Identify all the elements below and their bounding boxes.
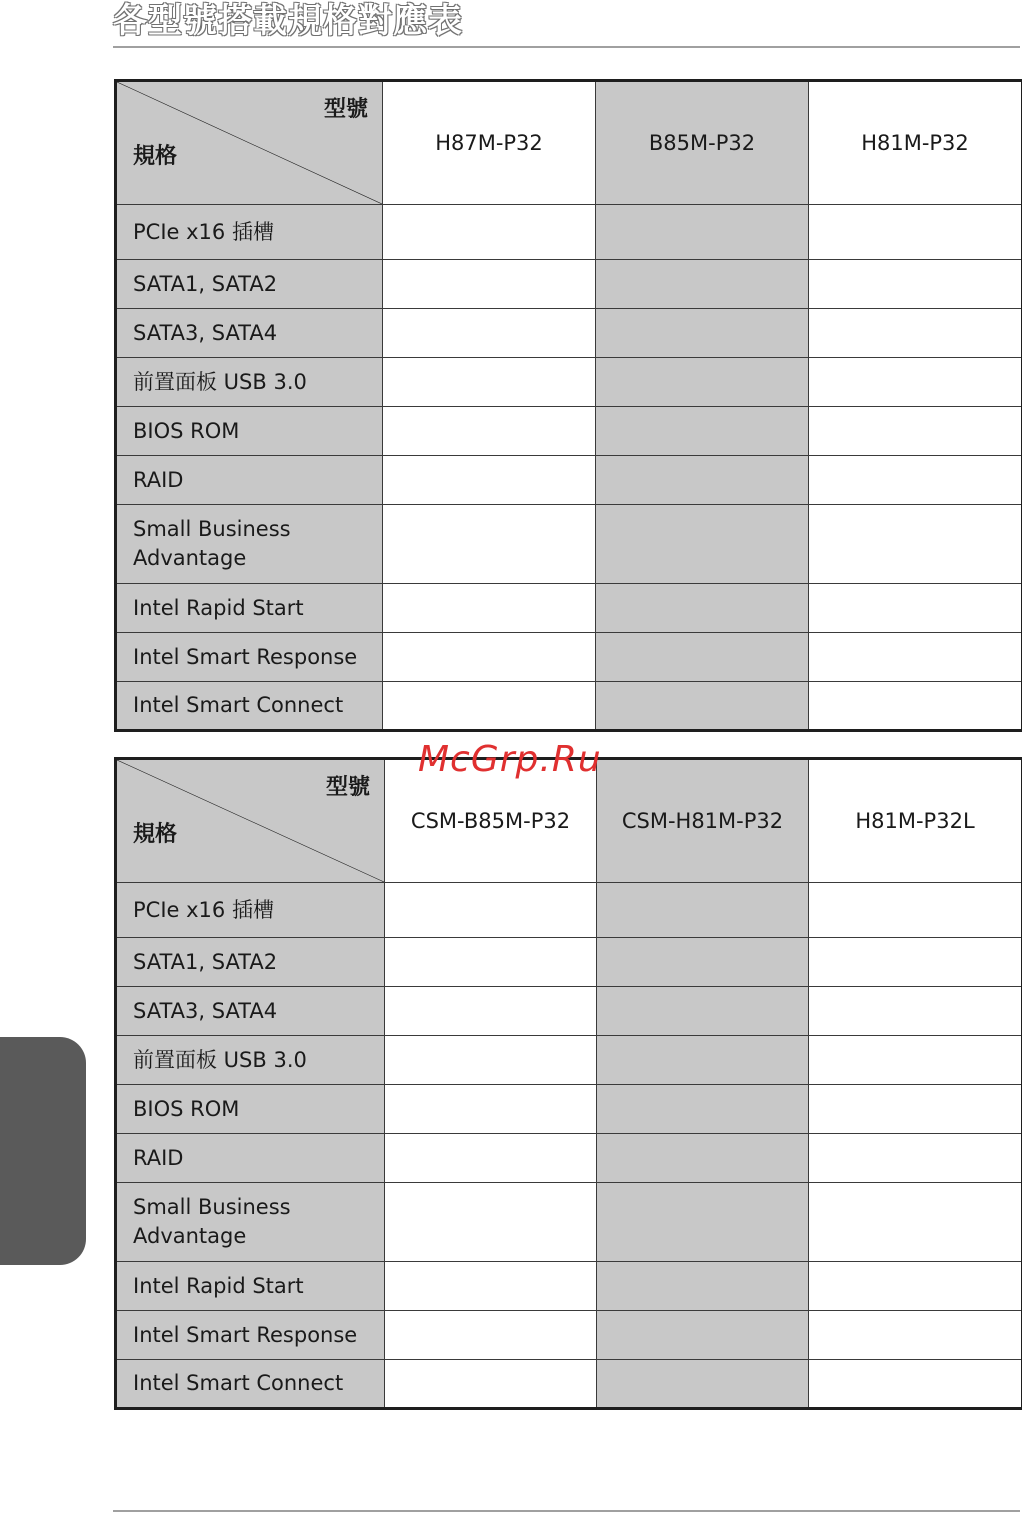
row-label: Intel Rapid Start bbox=[116, 1262, 385, 1311]
cell bbox=[385, 1183, 597, 1262]
cell bbox=[809, 358, 1022, 407]
cell bbox=[385, 1360, 597, 1409]
watermark: McGrp.Ru bbox=[418, 739, 602, 780]
table-row bbox=[116, 682, 1022, 731]
row-label: RAID bbox=[116, 1134, 385, 1183]
cell bbox=[809, 938, 1022, 987]
row-label: SATA1, SATA2 bbox=[116, 260, 383, 309]
cell bbox=[596, 358, 809, 407]
cell bbox=[596, 682, 809, 731]
cell bbox=[596, 505, 809, 584]
cell bbox=[383, 584, 596, 633]
cell bbox=[383, 205, 596, 260]
row-label: Intel Rapid Start bbox=[116, 584, 383, 633]
table-row bbox=[116, 1085, 1022, 1134]
table-row bbox=[116, 987, 1022, 1036]
cell bbox=[809, 1036, 1022, 1085]
cell bbox=[809, 205, 1022, 260]
cell bbox=[809, 883, 1022, 938]
cell bbox=[809, 1183, 1022, 1262]
cell bbox=[597, 938, 809, 987]
header-row bbox=[116, 81, 1022, 205]
row-label: RAID bbox=[116, 456, 383, 505]
table-row bbox=[116, 1311, 1022, 1360]
cell bbox=[385, 1311, 597, 1360]
cell bbox=[383, 358, 596, 407]
row-label: Small Business Advantage bbox=[116, 1183, 385, 1262]
cell bbox=[597, 1262, 809, 1311]
table-row bbox=[116, 505, 1022, 584]
title-divider bbox=[113, 46, 1020, 48]
cell bbox=[385, 883, 597, 938]
table-row bbox=[116, 205, 1022, 260]
row-label: Intel Smart Response bbox=[116, 633, 383, 682]
row-label: Intel Smart Response bbox=[116, 1311, 385, 1360]
row-label: 前置面板 USB 3.0 bbox=[116, 358, 383, 407]
row-label: SATA1, SATA2 bbox=[116, 938, 385, 987]
cell bbox=[597, 883, 809, 938]
cell bbox=[383, 633, 596, 682]
cell bbox=[596, 260, 809, 309]
cell bbox=[596, 584, 809, 633]
table-row bbox=[116, 1036, 1022, 1085]
table-row bbox=[116, 883, 1022, 938]
table-row bbox=[116, 1183, 1022, 1262]
spec-table-1 bbox=[114, 79, 1022, 732]
table-row bbox=[116, 1360, 1022, 1409]
cell bbox=[597, 1360, 809, 1409]
cell bbox=[597, 1311, 809, 1360]
cell bbox=[597, 987, 809, 1036]
cell bbox=[809, 584, 1022, 633]
side-tab bbox=[0, 1037, 86, 1265]
row-label: PCIe x16 插槽 bbox=[116, 883, 385, 938]
model-label: 型號 bbox=[325, 775, 370, 800]
cell bbox=[596, 309, 809, 358]
cell bbox=[385, 1036, 597, 1085]
cell bbox=[383, 309, 596, 358]
model-header: CSM-H81M-P32 bbox=[597, 759, 809, 883]
table-row bbox=[116, 584, 1022, 633]
model-label: 型號 bbox=[323, 97, 368, 122]
cell bbox=[809, 682, 1022, 731]
cell bbox=[383, 260, 596, 309]
cell bbox=[809, 309, 1022, 358]
model-header: H81M-P32 bbox=[809, 81, 1022, 205]
cell bbox=[385, 987, 597, 1036]
cell bbox=[809, 1085, 1022, 1134]
model-header: H87M-P32 bbox=[383, 81, 596, 205]
table-row bbox=[116, 358, 1022, 407]
spec-label: 規格 bbox=[133, 822, 178, 847]
cell bbox=[809, 1311, 1022, 1360]
cell bbox=[597, 1036, 809, 1085]
model-header: CSM-B85M-P32 bbox=[385, 759, 597, 883]
row-label: BIOS ROM bbox=[116, 407, 383, 456]
table-row bbox=[116, 407, 1022, 456]
cell bbox=[385, 1134, 597, 1183]
model-header: B85M-P32 bbox=[596, 81, 809, 205]
cell bbox=[809, 456, 1022, 505]
corner-cell bbox=[116, 81, 383, 205]
cell bbox=[383, 505, 596, 584]
row-label: SATA3, SATA4 bbox=[116, 987, 385, 1036]
table-row bbox=[116, 1262, 1022, 1311]
model-header: H81M-P32L bbox=[809, 759, 1022, 883]
cell bbox=[597, 1134, 809, 1183]
table-row bbox=[116, 260, 1022, 309]
corner-cell bbox=[116, 759, 385, 883]
cell bbox=[809, 1360, 1022, 1409]
row-label: 前置面板 USB 3.0 bbox=[116, 1036, 385, 1085]
cell bbox=[385, 938, 597, 987]
table-row bbox=[116, 633, 1022, 682]
cell bbox=[596, 633, 809, 682]
cell bbox=[809, 505, 1022, 584]
cell bbox=[809, 633, 1022, 682]
cell bbox=[597, 1183, 809, 1262]
cell bbox=[809, 407, 1022, 456]
table-row bbox=[116, 309, 1022, 358]
cell bbox=[597, 1085, 809, 1134]
row-label: Intel Smart Connect bbox=[116, 1360, 385, 1409]
row-label: BIOS ROM bbox=[116, 1085, 385, 1134]
cell bbox=[383, 407, 596, 456]
cell bbox=[809, 260, 1022, 309]
cell bbox=[596, 407, 809, 456]
spec-label: 規格 bbox=[133, 144, 178, 169]
cell bbox=[809, 987, 1022, 1036]
page-title: 各型號搭載規格對應表 bbox=[113, 1, 463, 41]
row-label: Small Business Advantage bbox=[116, 505, 383, 584]
spec-table-2 bbox=[114, 757, 1022, 1410]
cell bbox=[385, 1262, 597, 1311]
row-label: SATA3, SATA4 bbox=[116, 309, 383, 358]
cell bbox=[383, 456, 596, 505]
cell bbox=[385, 1085, 597, 1134]
footer-divider bbox=[113, 1510, 1020, 1512]
table-row bbox=[116, 1134, 1022, 1183]
cell bbox=[383, 682, 596, 731]
cell bbox=[809, 1262, 1022, 1311]
table-row bbox=[116, 456, 1022, 505]
cell bbox=[596, 456, 809, 505]
cell bbox=[809, 1134, 1022, 1183]
row-label: PCIe x16 插槽 bbox=[116, 205, 383, 260]
row-label: Intel Smart Connect bbox=[116, 682, 383, 731]
table-row bbox=[116, 938, 1022, 987]
cell bbox=[596, 205, 809, 260]
